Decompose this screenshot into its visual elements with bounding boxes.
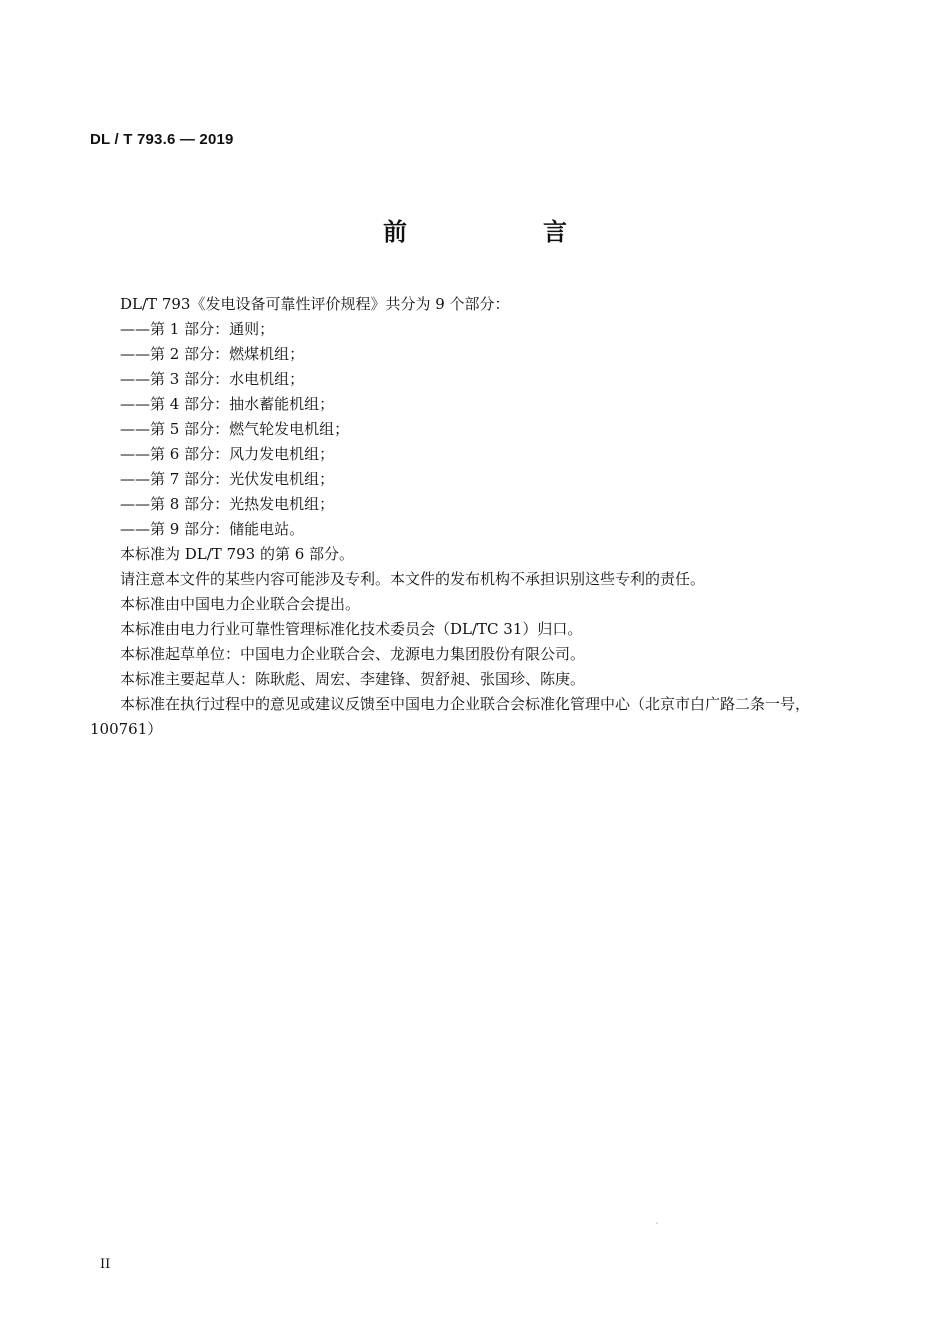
list-item: ——第 4 部分：抽水蓄能机组； xyxy=(120,395,335,413)
list-item: ——第 3 部分：水电机组； xyxy=(120,370,305,388)
list-item: ——第 5 部分：燃气轮发电机组； xyxy=(120,420,350,438)
page-number: II xyxy=(100,1257,111,1272)
drafters: 本标准主要起草人：陈耿彪、周宏、李建锋、贺舒昶、张国珍、陈庚。 xyxy=(120,670,586,688)
proposer-statement: 本标准由中国电力企业联合会提出。 xyxy=(120,595,361,613)
list-item: ——第 8 部分：光热发电机组； xyxy=(120,495,335,513)
parts-list xyxy=(90,317,845,542)
scan-speck xyxy=(656,1222,658,1224)
part-statement: 本标准为 DL/T 793 的第 6 部分。 xyxy=(120,545,355,563)
list-item: ——第 6 部分：风力发电机组； xyxy=(120,445,335,463)
document-body xyxy=(90,292,845,742)
list-item: ——第 9 部分：储能电站。 xyxy=(120,520,305,538)
patent-notice: 请注意本文件的某些内容可能涉及专利。本文件的发布机构不承担识别这些专利的责任。 xyxy=(120,570,706,588)
feedback-address: 本标准在执行过程中的意见或建议反馈至中国电力企业联合会标准化管理中心（北京市白广路二条一号，100761） xyxy=(90,695,811,738)
drafting-units: 本标准起草单位：中国电力企业联合会、龙源电力集团股份有限公司。 xyxy=(120,645,586,663)
list-item: ——第 7 部分：光伏发电机组； xyxy=(120,470,335,488)
committee-statement: 本标准由电力行业可靠性管理标准化技术委员会（DL/TC 31）归口。 xyxy=(120,620,583,638)
standard-code: DL / T 793.6 — 2019 xyxy=(90,131,234,148)
page-title: 前 言 xyxy=(383,218,623,246)
intro-paragraph: DL/T 793《发电设备可靠性评价规程》共分为 9 个部分： xyxy=(120,295,510,313)
list-item: ——第 1 部分：通则； xyxy=(120,320,275,338)
list-item: ——第 2 部分：燃煤机组； xyxy=(120,345,305,363)
